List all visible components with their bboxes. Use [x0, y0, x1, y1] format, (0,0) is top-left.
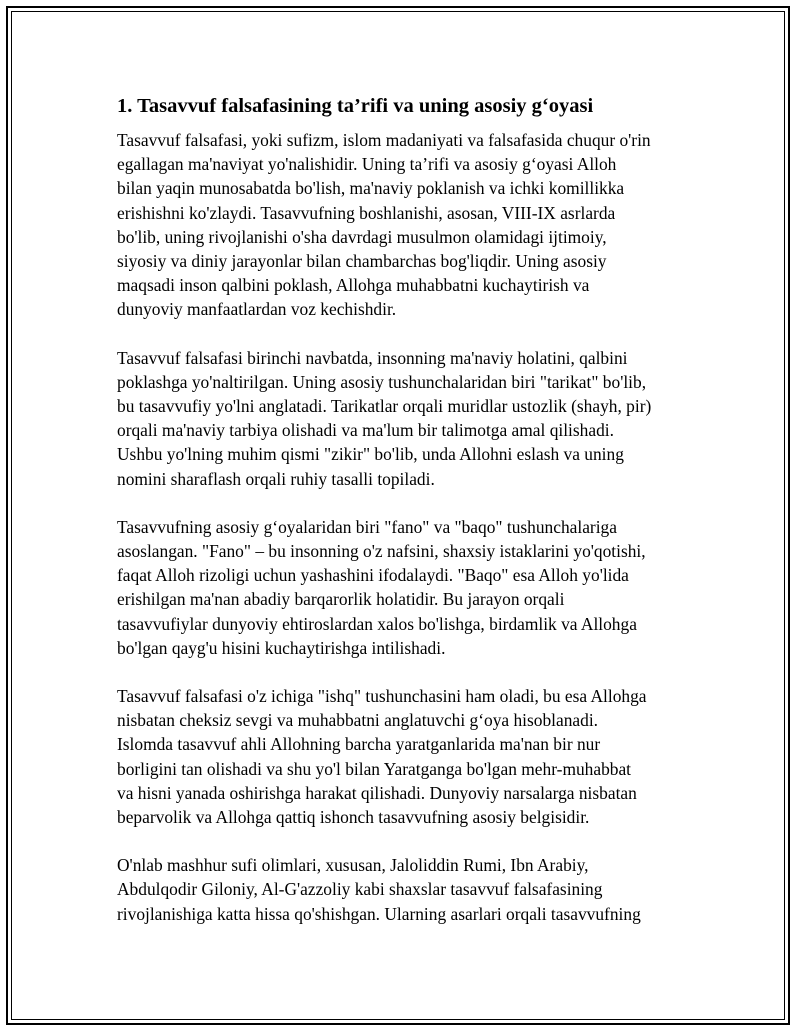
text-line: va hisni yanada oshirishga harakat qilishadi. Dunyoviy narsalarga nisbatan [117, 782, 637, 803]
text-line: tasavvufiylar dunyoviy ehtiroslardan xalos bo'lishga, birdamlik va Allohga [117, 613, 637, 634]
text-line: nomini sharaflash orqali ruhiy tasalli topiladi. [117, 468, 435, 489]
text-line: Abdulqodir Giloniy, Al-G'azzoliy kabi shaxslar tasavvuf falsafasining [117, 879, 603, 900]
text-line: Islomda tasavvuf ahli Allohning barcha yaratganlarida ma'nan bir nur [117, 734, 601, 755]
text-line: poklashga yo'naltirilgan. Uning asosiy tushunchalaridan biri "tarikat" bo'lib, [117, 371, 647, 392]
text-line: faqat Alloh rizoligi uchun yashashini ifodalaydi. "Baqo" esa Alloh yo'lida [117, 565, 629, 586]
text-line: bilan yaqin munosabatda bo'lish, ma'naviy poklanish va ichki komillikka [117, 178, 625, 199]
paragraph-1 [117, 128, 692, 322]
text-line: erishilgan ma'nan abadiy barqarorlik holatidir. Bu jarayon orqali [117, 589, 565, 610]
text-line: Tasavvuf falsafasi, yoki sufizm, islom madaniyati va falsafasida chuqur o'rin [117, 130, 651, 150]
text-line: Ushbu yo'lning muhim qismi "zikir" bo'lib, unda Allohni eslash va uning [117, 444, 624, 465]
document-body [117, 92, 692, 950]
text-line: Tasavvuf falsafasi o'z ichiga "ishq" tushunchasini ham oladi, bu esa Allohga [117, 686, 647, 707]
text-line: maqsadi inson qalbini poklash, Allohga muhabbatni kuchaytirish va [117, 275, 590, 296]
text-line: bo'lib, uning rivojlanishi o'sha davrdagi musulmon olamidagi ijtimoiy, [117, 226, 607, 247]
text-line: nisbatan cheksiz sevgi va muhabbatni anglatuvchi g‘oya hisoblanadi. [117, 710, 599, 731]
text-line: O'nlab mashhur sufi olimlari, xususan, Jaloliddin Rumi, Ibn Arabiy, [117, 855, 589, 876]
text-line: asoslangan. "Fano" – bu insonning o'z nafsini, shaxsiy istaklarini yo'qotishi, [117, 541, 646, 562]
text-line: borligini tan olishadi va shu yo'l bilan Yaratganga bo'lgan mehr-muhabbat [117, 758, 632, 779]
text-line: beparvolik va Allohga qattiq ishonch tasavvufning asosiy belgisidir. [117, 807, 590, 828]
text-line: Tasavvufning asosiy g‘oyalaridan biri "fano" va "baqo" tushunchalariga [117, 516, 617, 537]
text-line: bo'lgan qayg'u hisini kuchaytirishga intilishadi. [117, 637, 446, 658]
text-line: Tasavvuf falsafasi birinchi navbatda, insonning ma'naviy holatini, qalbini [117, 347, 628, 368]
paragraph-5 [117, 853, 692, 926]
paragraph-3 [117, 515, 692, 660]
section-heading: 1. Tasavvuf falsafasining ta’rifi va uning asosiy g‘oyasi [117, 95, 594, 117]
text-line: orqali ma'naviy tarbiya olishadi va ma'lum bir talimotga amal qilishadi. [117, 420, 614, 441]
text-line: siyosiy va diniy jarayonlar bilan chambarchas bog'liqdir. Uning asosiy [117, 251, 607, 272]
text-line: bu tasavvufiy yo'lni anglatadi. Tarikatlar orqali muridlar ustozlik (shayh, pir) [117, 396, 652, 417]
text-line: rivojlanishiga katta hissa qo'shishgan. Ularning asarlari orqali tasavvufning [117, 903, 641, 924]
text-line: egallagan ma'naviyat yo'nalishidir. Uning ta’rifi va asosiy g‘oyasi Alloh [117, 154, 617, 175]
text-line: erishishni ko'zlaydi. Tasavvufning boshlanishi, asosan, VIII-IX asrlarda [117, 202, 616, 223]
text-line: dunyoviy manfaatlardan voz kechishdir. [117, 299, 397, 320]
paragraph-2 [117, 346, 692, 491]
paragraph-4 [117, 684, 692, 829]
